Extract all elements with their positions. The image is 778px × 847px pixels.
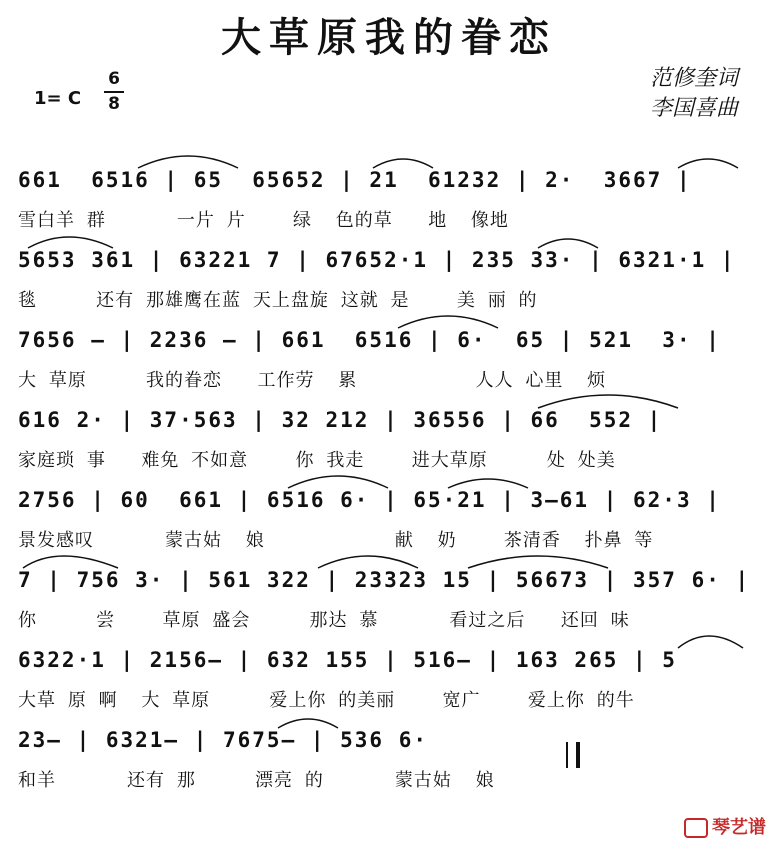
lyrics-row-8: 和羊 还有 那 漂亮 的 蒙古姑 娘 bbox=[18, 770, 495, 791]
lyrics-row-5: 景发感叹 蒙古姑 娘 献 奶 茶清香 扑鼻 等 bbox=[18, 530, 654, 551]
key-signature: 1= C bbox=[34, 88, 82, 109]
slur-marks bbox=[18, 710, 763, 730]
lyrics-row-2: 毯 还有 那雄鹰在蓝 天上盘旋 这就 是 美 丽 的 bbox=[18, 290, 538, 311]
slur-marks bbox=[18, 390, 763, 410]
logo-icon bbox=[684, 818, 708, 838]
notes-row-3: 7656 — | 2236 — | 661 6516 | 6· 65 | 521 3· | bbox=[18, 328, 721, 352]
time-signature-bottom: 8 bbox=[108, 93, 120, 114]
notes-row-8: 23— | 6321— | 7675— | 536 6· bbox=[18, 728, 429, 752]
notes-row-4: 616 2· | 37·563 | 32 212 | 36556 | 66 552 | bbox=[18, 408, 663, 432]
watermark-text: 琴艺谱 bbox=[712, 817, 766, 838]
lyrics-row-4: 家庭琐 事 难免 不如意 你 我走 进大草原 处 处美 bbox=[18, 450, 616, 471]
notes-row-7: 6322·1 | 2156— | 632 155 | 516— | 163 265 | 5 bbox=[18, 648, 677, 672]
slur-marks bbox=[18, 230, 763, 250]
notes-row-5: 2756 | 60 661 | 6516 6· | 65·21 | 3—61 | 62·3 | bbox=[18, 488, 721, 512]
credits bbox=[650, 64, 738, 124]
final-barline bbox=[566, 742, 580, 768]
notes-row-2: 5653 361 | 63221 7 | 67652·1 | 235 33· | 6321·1 | bbox=[18, 248, 736, 272]
lyricist: 范修奎词 bbox=[649, 66, 738, 91]
notes-row-6: 7 | 756 3· | 561 322 | 23323 15 | 56673 | 357 6· | bbox=[18, 568, 751, 592]
notes-row-1: 661 6516 | 65 65652 | 21 61232 | 2· 3667 | bbox=[18, 168, 692, 192]
lyrics-row-7: 大草 原 啊 大 草原 爱上你 的美丽 宽广 爱上你 的牛 bbox=[18, 690, 635, 711]
song-title: 大草原我的眷恋 bbox=[221, 15, 557, 61]
lyrics-row-6: 你 尝 草原 盛会 那达 慕 看过之后 还回 味 bbox=[18, 610, 630, 631]
slur-marks bbox=[18, 550, 763, 570]
watermark-logo bbox=[684, 813, 766, 839]
slur-marks bbox=[18, 630, 763, 650]
time-signature-top: 6 bbox=[108, 69, 120, 89]
composer: 李国喜曲 bbox=[649, 96, 738, 121]
slur-marks bbox=[18, 150, 763, 170]
slur-marks bbox=[18, 470, 763, 490]
lyrics-row-1: 雪白羊 群 一片 片 绿 色的草 地 像地 bbox=[18, 210, 509, 231]
lyrics-row-3: 大 草原 我的眷恋 工作劳 累 人人 心里 烦 bbox=[18, 370, 607, 391]
time-signature bbox=[104, 70, 124, 113]
slur-marks bbox=[18, 310, 763, 330]
